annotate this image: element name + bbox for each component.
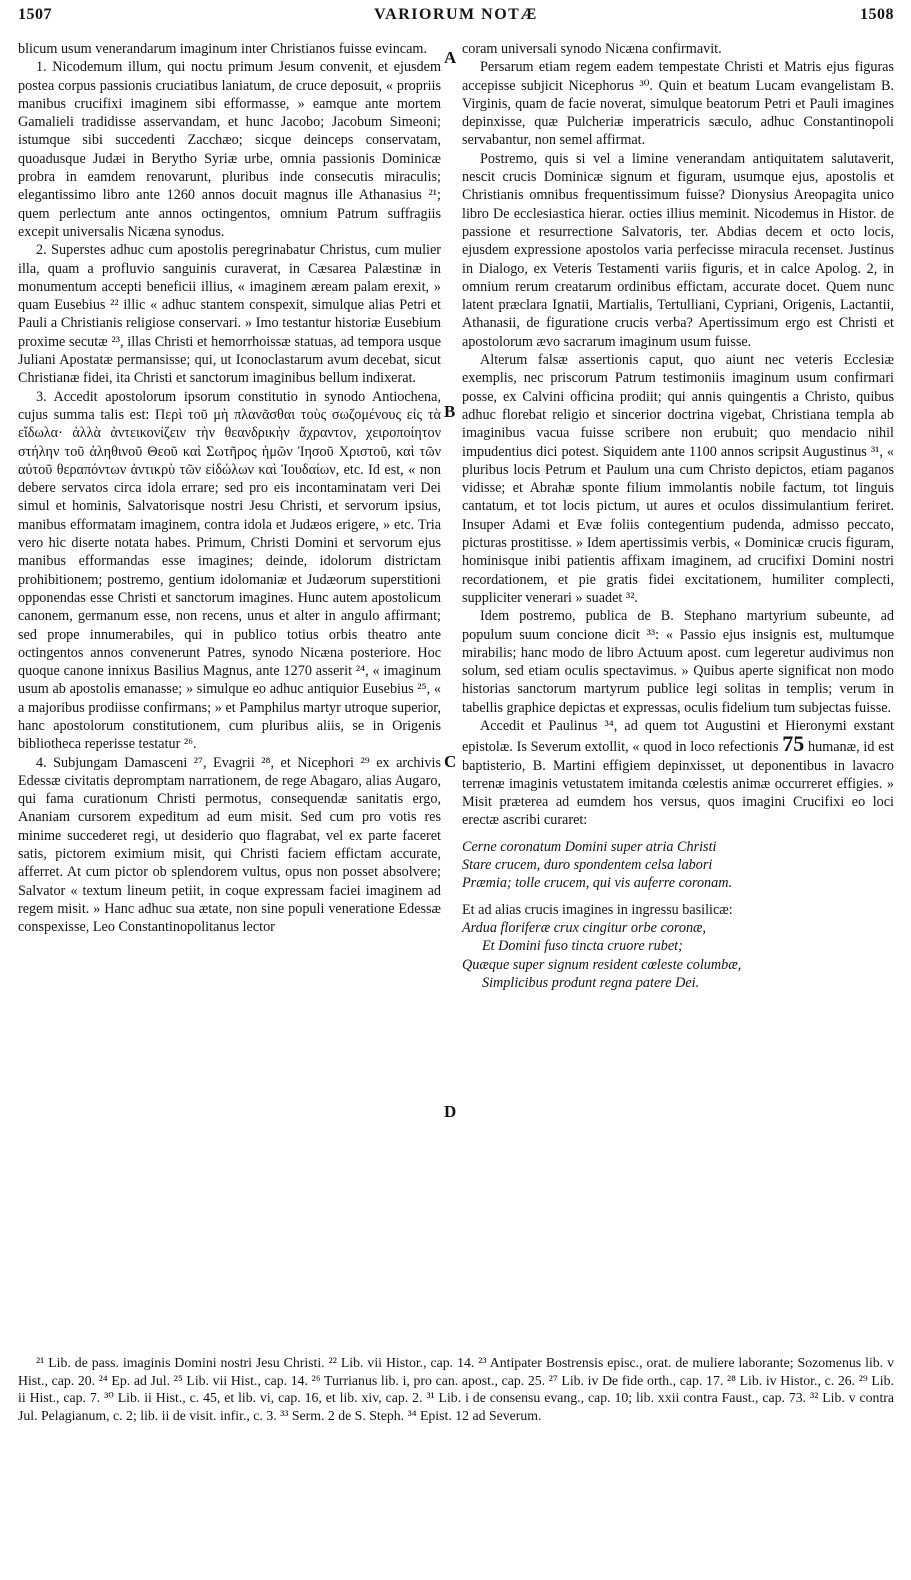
left-paragraph: blicum usum venerandarum imaginum inter Christianos fuisse evincam. [18,41,427,57]
verse-line: Et Domini fuso tincta cruore rubet; [482,938,683,955]
inset-page-number: 75 [782,731,805,757]
verse-line: Ardua floriferæ crux cingitur orbe coronæ, [462,919,707,936]
margin-letter-a: A [444,48,457,67]
verse-line: Quæque super signum resident cœleste columbæ, [462,956,742,973]
left-column [18,40,441,937]
paulinus-text: Accedit et Paulinus ³⁴, ad quem tot Augustini et Hieronymi exstant epistolæ. Is Severum extollit, « quod in loco refectionis [462,717,894,756]
right-paragraph: coram universali synodo Nicæna confirmavit. [462,41,722,57]
verse-line: Stare crucem, duro spondentem celsa labori [462,857,713,874]
margin-letter-c: C [444,752,457,771]
right-paragraph: Idem postremo, publica de B. Stephano martyrium subeunte, ad populum suum concione dicit ³³: « Passio ejus insignis est, multumque mirabilis; hanc modo de libro Actuum apost. cum legeretur audivimus non solum, sed etiam oculis spectavimus. » Quibus aperte significat non modo historias sanctorum martyrum publice legi solitas in templis; verum in tabellis graphice depictas et expressas, oculis fidelium tum subjectas fuisse. [462,608,894,716]
verse-intro: Et ad alias crucis imagines in ingressu basilicæ: [462,901,733,918]
right-paragraph-paulinus [462,717,894,830]
verse-line: Præmia; tolle crucem, qui vis auferre coronam. [462,875,733,892]
verse-line: Simplicibus produnt regna patere Dei. [482,974,700,991]
margin-letter-d: D [444,1102,457,1121]
left-paragraph: 1. Nicodemum illum, qui noctu primum Jesum convenit, et ejusdem postea corpus passionis cruciatibus laniatum, de cruce deposuit, « propriis manibus crucifixi imaginem sibi efformasse, » eamque ante mortem Gamalieli tradidisse asservandam, et hunc Jacobo; Jacobum Simeoni; istumque sibi succedenti Zacchæo; sicque deinceps conservatam, quoadusque Judæi in Berytho Syriæ urbe, omnia passionis Dominicæ probra in eamdem renovarunt, pluribus inde consecutis miraculis; elegantissimo libro ante 1260 annos docuit magnus ille Athanasius ²¹; quem perlectum ante annos octingentos, omnium Patrum suffragiis excepit universalis Nicæna synodus. [18,59,441,240]
paulinus-text-continued: humanæ, id est baptisterio, B. Martini effigiem depinxisset, ut deponentibus in lavacro terrenæ imaginis vetustatem imitanda cœlestis animæ occurreret effigies. » Misit præterea ad eumdem hos versus, quos imagini Crucifixi eo loci erectæ ascribi curaret: [462,739,895,829]
left-paragraph: 2. Superstes adhuc cum apostolis peregrinabatur Christus, cum mulier illa, quam a profluvio sanguinis curaverat, in Cæsarea Palæstinæ in monumentum accepti beneficii illius, « imaginem æream palam erexit, » quam Eusebius ²² illic « adhuc stantem conspexit, simulque alias Petri et Pauli a Christianis religiose conservari. » Imo testantur historiæ Eusebium proxime secutæ ²³, illas Christi et hemorrhoissæ statuas, ad tempora usque Juliani Apostatæ permansisse; qui, ut Iconoclastarum avum decebat, sicut Christianæ fidei, ita Christi et sanctorum imaginibus bellum indixerat. [18,242,441,387]
running-header [18,6,894,26]
running-title: VARIORUM NOTÆ [374,6,538,23]
footnotes [18,1354,894,1424]
page-number-left: 1507 [18,6,52,23]
right-column [462,40,894,992]
left-paragraph: 3. Accedit apostolorum ipsorum constitutio in synodo Antiochena, cujus summa talis est: Περὶ τοῦ μὴ πλανᾶσθαι τοὺς σωζομένους εἰς τὰ εἴδωλα· ἀλλὰ ἀντεικονίζειν τὴν θεανδρικὴν ἄχραντον, χειροποίητον στήλην τοῦ ἀληθινοῦ Θεοῦ καὶ Σωτῆρος ἡμῶν Ἰησοῦ Χριστοῦ, καὶ τῶν αὐτοῦ θεραπόντων ἀντικρὺ τῶν εἰδώλων καὶ Ἰουδαίων, etc. Id est, « non debere servatos circa idola errare; sed pro eis incontaminatam veri Dei simul et hominis, Salvatorisque nostri Jesu Christi, et servorum ipsius, manibus efformatam imaginem, contra idola et Judæos erigere, » etc. Tria vero hic diserte notata habes. Primum, Christi Domini et servorum ejus manibus efformandas esse imagines; deinde, idolorum districtam prohibitionem; postremo, gentium idolomaniæ et Judæorum superstitioni opponendas esse Christi et sanctorum imagines. Hunc autem apostolicum canonem, germanum esse, non recens, unus et alter in angulo affirmant; sed prope innumerabiles, qui in publico totius orbis theatro ante octingentos annos convenerunt Patres, synodo Nicæna posteriore. Hoc quoque canone innixus Basilius Magnus, ante 1270 asserit ²⁴, « imaginum usum ab apostolis emanasse; » simulque eo adhuc antiquior Eusebius ²⁵, « a majoribus prodiisse confirmans; » et Pamphilus martyr utroque superior, hanc apostolorum constitutionem, cum pluribus aliis, se in Origenis bibliotheca reperisse testatur ²⁶. [18,388,441,753]
right-paragraph: Alterum falsæ assertionis caput, quo aiunt nec veteris Ecclesiæ exemplis, nec priscorum Patrum testimoniis imaginum usum confirmari posse, ex Calvini officina prodiit; qui annis quingentis a Christo, quibus adhuc florebat religio et sincerior doctrina vigebat, Christiana templa ab imaginibus vacua fuisse scribere non erubuit; quo mendacio nihil impudentius dici potest. Siquidem ante 1100 annos scripsit Augustinus ³¹, « pluribus locis Petrum et Paulum una cum Christo depictos, etiam paganos vidisse; et Abrahæ sponte filium immolantis nobile factum, tot linguis cantatum, et tot locis pictum, ut aures et oculos dissimulantium feriret. Insuper Adami et Evæ foliis contegentium pudenda, admisso peccato, picturas prostitisse. » Idem apertissimis verbis, « Dominicæ crucis figuram, hominisque inibi patientis affixam imaginem, ad crucifixi Domini nostri recordationem, et pie gratis fidei excitationem, humiliter complecti, suppliciter venerari » suadet ³². [462,352,894,606]
left-paragraph: 4. Subjungam Damasceni ²⁷, Evagrii ²⁸, et Nicephori ²⁹ ex archivis Edessæ civitatis depromptam narrationem, de rege Abagaro, alias Augaro, qui fama curationum Christi permotus, consequendæ sanitatis ergo, Ananiam cursorem expeditum ad eum misit. Sed cum pro votis res minime succederet regi, ut desiderio quo flagrabat, vel ex parte faceret satis, pictorem eximium misit, qui Christi faciem effictam accurate, afferret. At cum pictor ob splendorem vultus, opus non posset absolvere; Salvator « textum lineum petiit, in coque expressam faciei imaginem ad regem misit. » Hanc adhuc sua ætate, non sine populi veneratione Edessæ conspexisse, Leo Constantinopolitanus lector [18,754,441,936]
footnotes-text: ²¹ Lib. de pass. imaginis Domini nostri Jesu Christi. ²² Lib. vii Histor., cap. 14. ²³ Antipater Bostrensis episc., orat. de muliere laborante; Sozomenus lib. v Hist., cap. 20. ²⁴ Ep. ad Jul. ²⁵ Lib. vii Hist., cap. 14. ²⁶ Turrianus lib. i, pro can. apost., cap. 25. ²⁷ Lib. iv De fide orth., cap. 17. ²⁸ Lib. iv Histor., c. 26. ²⁹ Lib. ii Hist., cap. 7. ³⁰ Lib. ii Hist., c. 45, et lib. vi, cap. 16, et lib. xiv, cap. 2. ³¹ Lib. i de consensu evang., cap. 10; lib. xxii contra Faust., cap. 73. ³² Lib. v contra Jul. Pelagianum, c. 2; lib. ii de visit. infir., c. 3. ³³ Serm. 2 de S. Steph. ³⁴ Epist. 12 ad Severum. [18,1355,894,1423]
right-paragraph: Persarum etiam regem eadem tempestate Christi et Matris ejus figuras accepisse subjicit Nicephorus ³⁰. Quin et beatum Lucam evangelistam B. Virginis, quam de facie noverat, simulque beatorum Petri et Pauli imagines depinxisse, quæ Pulcheriæ imperatricis sæculo, adhuc Constantinopoli servabantur, non semel affirmat. [462,59,894,149]
right-paragraph: Postremo, quis si vel a limine venerandam antiquitatem salutaverit, nescit crucis Dominicæ signum et figuram, usumque ejus, apostolis et Christianis omnibus frequentissimum fuisse? Dionysius Areopagita unico libro De ecclesiastica hierar. octies illius meminit. Nicodemus in Histor. de passione et resurrectione Salvatoris, ter. Abdias decem et octo locis, ejusdem expressione apostolos varia perfecisse miracula recenset. Justinus in Dialogo, ex Veteris Testamenti variis figuris, et in calce Apolog. 2, in omnium rerum creatarum ordinibus effictam, accurate docet. Quem nunc latent præclara Ignatii, Martialis, Tertulliani, Cypriani, Origenis, Lactantii, Athanasii, de figuratione crucis verba? Apertissimum ergo est Christi et apostolorum ævo sacrarum imaginum usum fuisse. [462,150,894,350]
margin-letter-b: B [444,402,456,421]
page-number-right: 1508 [860,6,894,23]
verse-line: Cerne coronatum Domini super atria Christi [462,838,717,855]
